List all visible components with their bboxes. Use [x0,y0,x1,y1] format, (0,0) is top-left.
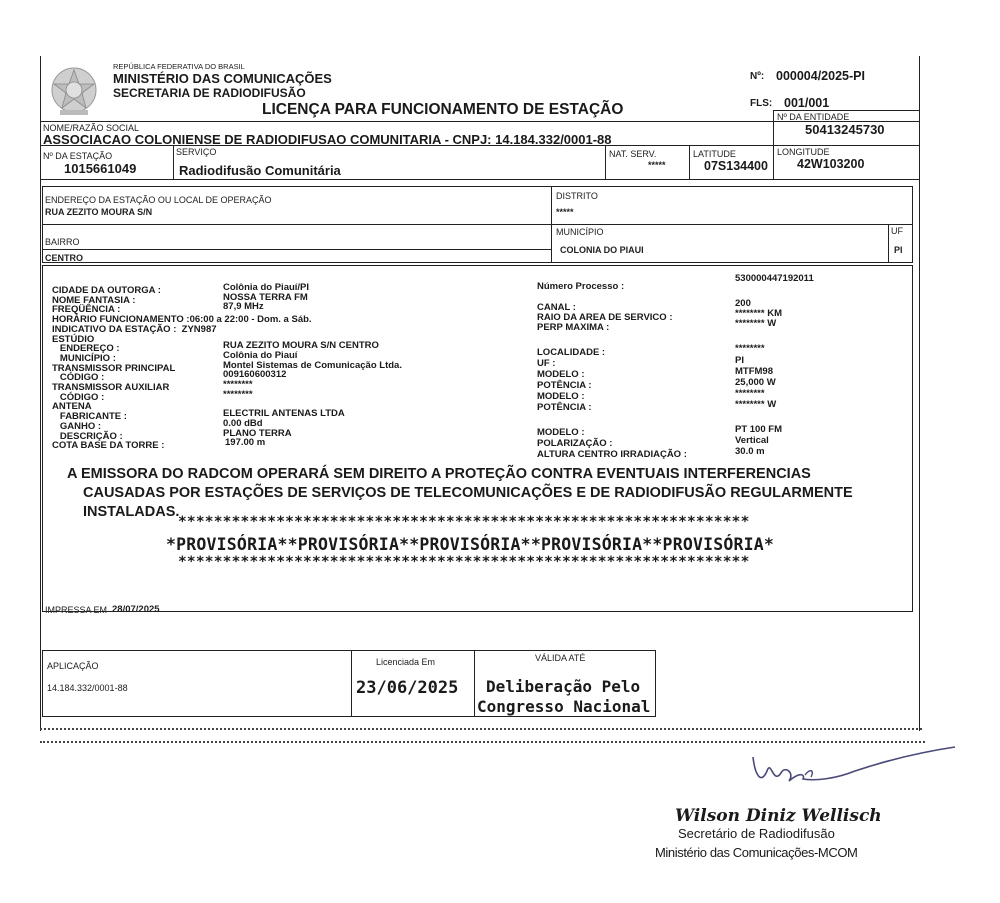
polarizacao-label: POLARIZAÇÃO : [537,438,613,449]
canal-value: 200 [735,298,751,309]
potencia1-value: 25,000 W [735,377,776,388]
ministerio-title: MINISTÉRIO DAS COMUNICAÇÕES [113,71,332,86]
nat-value: ***** [648,160,666,170]
modelo3-label: MODELO : [537,427,585,438]
lat-label: LATITUDE [693,149,736,159]
row2-div4 [773,145,774,179]
modelo2-label: MODELO : [537,391,585,402]
valida-label: VÁLIDA ATÉ [535,653,586,663]
detail-value: ******** [223,379,253,390]
detail-label: CIDADE DA OUTORGA : [52,285,161,296]
endereco-value: RUA ZEZITO MOURA S/N [45,207,153,217]
bottom-bottom-line [42,716,656,717]
municipio-value: COLONIA DO PIAUI [560,245,644,255]
modelo2-value: ******** [735,388,765,399]
detail-label: FABRICANTE : [52,411,127,423]
row2-div1 [173,145,174,179]
row2-div2 [605,145,606,179]
republica-text: REPÚBLICA FEDERATIVA DO BRASIL [113,62,245,71]
ufd-value: PI [735,355,744,366]
page-title: LICENÇA PARA FUNCIONAMENTO DE ESTAÇÃO [262,101,624,118]
detail-label: INDICATIVO DA ESTAÇÃO : ZYN987 [52,323,217,335]
impressa-label: IMPRESSA EM [45,605,108,615]
row1-divider [773,110,774,145]
altura-label: ALTURA CENTRO IRRADIAÇÃO : [537,449,687,460]
lon-label: LONGITUDE [777,147,830,157]
polarizacao-value: Vertical [735,435,769,446]
municipio-label: MUNICÍPIO [556,227,604,237]
dotted-separator-1 [40,728,922,730]
licenciada-value: 23/06/2025 [356,678,459,698]
valida-line-2: Congresso Nacional [477,697,651,716]
entidade-value: 50413245730 [805,122,885,137]
detail-label: CÓDIGO : [52,372,105,384]
detail-value: NOSSA TERRA FM [223,291,308,303]
detail-value: RUA ZEZITO MOURA S/N CENTRO [223,340,379,352]
nat-label: NAT. SERV. [609,149,657,159]
bairro-line [42,249,551,250]
detail-value: Colônia do Piauí/PI [223,282,310,293]
lat-value: 07S134400 [704,159,768,173]
aplicacao-label: APLICAÇÃO [47,661,99,671]
detail-value: Colônia do Piauí [223,349,298,361]
bairro-value: CENTRO [45,253,83,263]
detail-value: 87,9 MHz [223,301,264,313]
potencia2-label: POTÊNCIA : [537,402,592,413]
raio-value: ******** KM [735,308,782,319]
address-mid-line [42,224,913,225]
stars-line-2: **************************************************************** [178,554,750,570]
detail-label: TRANSMISSOR PRINCIPAL [52,362,176,374]
signature-scribble-icon [745,745,960,795]
detail-label: MUNICÍPIO : [52,352,116,364]
detail-value: ******** [223,388,253,400]
processo-label: Número Processo : [537,281,625,292]
processo-value: 530000447192011 [735,273,814,284]
nome-label: NOME/RAZÃO SOCIAL [43,123,140,133]
endereco-label: ENDEREÇO DA ESTAÇÃO OU LOCAL DE OPERAÇÃO [45,195,272,205]
detail-label: ESTÚDIO [52,333,95,345]
estacao-label: Nº DA ESTAÇÃO [43,151,113,161]
row2-div3 [689,145,690,179]
modelo3-value: PT 100 FM [735,424,782,435]
detail-label: TRANSMISSOR AUXILIAR [52,382,170,393]
potencia1-label: POTÊNCIA : [537,380,592,391]
brazil-coat-of-arms-icon [48,64,100,118]
perp-value: ******** W [735,318,777,329]
notice-line-1: A EMISSORA DO RADCOM OPERARÁ SEM DIREITO A PROTEÇÃO CONTRA EVENTUAIS INTERFERENCIAS [67,466,811,482]
provisoria-line: *PROVISÓRIA**PROVISÓRIA**PROVISÓRIA**PROVISÓRIA**PROVISÓRIA* [166,535,775,554]
bottom-div1 [351,650,352,716]
detail-label: FREQÜÊNCIA : [52,304,121,316]
dotted-separator-2 [40,741,925,743]
numero-label: Nº: [750,71,765,82]
stars-line-1: **************************************************************** [178,514,750,530]
entidade-top-line [773,110,920,111]
canal-label: CANAL : [537,302,576,313]
detail-value: ELECTRIL ANTENAS LTDA [223,408,345,420]
altura-value: 30.0 m [735,446,765,457]
detail-label: HORÁRIO FUNCIONAMENTO :06:00 a 22:00 - Dom. a Sáb. [52,314,312,326]
detail-label: NOME FANTASIA : [52,294,136,306]
bottom-top-line [42,650,656,651]
estacao-value: 1015661049 [64,161,137,176]
signer-name: Wilson Diniz Wellisch [675,806,882,826]
detail-label: ENDEREÇO : [52,343,120,355]
raio-label: RAIO DA AREA DE SERVICO : [537,312,673,323]
fls-value: 001/001 [784,96,830,110]
localidade-value: ******** [735,343,765,354]
signer-role: Secretário de Radiodifusão [678,826,835,841]
detail-label: DESCRIÇÃO : [52,430,123,442]
modelo1-label: MODELO : [537,369,585,380]
fls-label: FLS: [750,98,773,109]
bottom-right-edge [655,650,656,716]
uf-value: PI [894,245,903,255]
impressa-date: 28/07/2025 [112,604,160,615]
nome-value: ASSOCIACAO COLONIENSE DE RADIODIFUSAO COMUNITARIA - CNPJ: 14.184.332/0001-88 [43,132,612,147]
signer-org: Ministério das Comunicações-MCOM [655,845,858,860]
row2-top-line [40,145,920,146]
detail-label: CÓDIGO : [52,391,105,403]
detail-value: 0.00 dBd [223,417,263,429]
servico-value: Radiodifusão Comunitária [179,163,341,178]
localidade-label: LOCALIDADE : [537,347,606,358]
distrito-label: DISTRITO [556,191,598,201]
entidade-label: Nº DA ENTIDADE [777,112,850,122]
distrito-value: ***** [556,207,574,217]
detail-value: PLANO TERRA [223,427,292,439]
detail-value: 009160600312 [223,369,287,381]
uf-divider [888,224,889,263]
bottom-left-edge [42,650,43,716]
uf-label: UF [891,226,903,236]
bairro-label: BAIRRO [45,237,80,247]
lon-value: 42W103200 [797,157,865,171]
aplicacao-value: 14.184.332/0001-88 [47,683,128,693]
potencia2-value: ******** W [735,399,777,410]
detail-label: COTA BASE DA TORRE : [52,440,165,452]
servico-label: SERVIÇO [176,147,217,157]
notice-line-2: CAUSADAS POR ESTAÇÕES DE SERVIÇOS DE TELECOMUNICAÇÕES E DE RADIODIFUSÃO REGULARMENTE [83,485,853,501]
valida-line-1: Deliberação Pelo [486,677,641,696]
detail-label: ANTENA [52,401,92,413]
perp-label: PERP MAXIMA : [537,322,610,333]
bottom-div2 [474,650,475,716]
ufd-label: UF : [537,358,556,369]
row2-bottom-line [40,179,920,180]
detail-value: 197.00 m [225,437,266,449]
licenciada-label: Licenciada Em [376,657,436,667]
detail-label: GANHO : [52,420,102,432]
numero-value: 000004/2025-PI [776,69,865,83]
detail-value: Montel Sistemas de Comunicação Ltda. [223,359,402,371]
modelo1-value: MTFM98 [735,366,773,377]
secretaria-title: SECRETARIA DE RADIODIFUSÃO [113,86,306,100]
notice-line-3: INSTALADAS. [83,504,180,520]
